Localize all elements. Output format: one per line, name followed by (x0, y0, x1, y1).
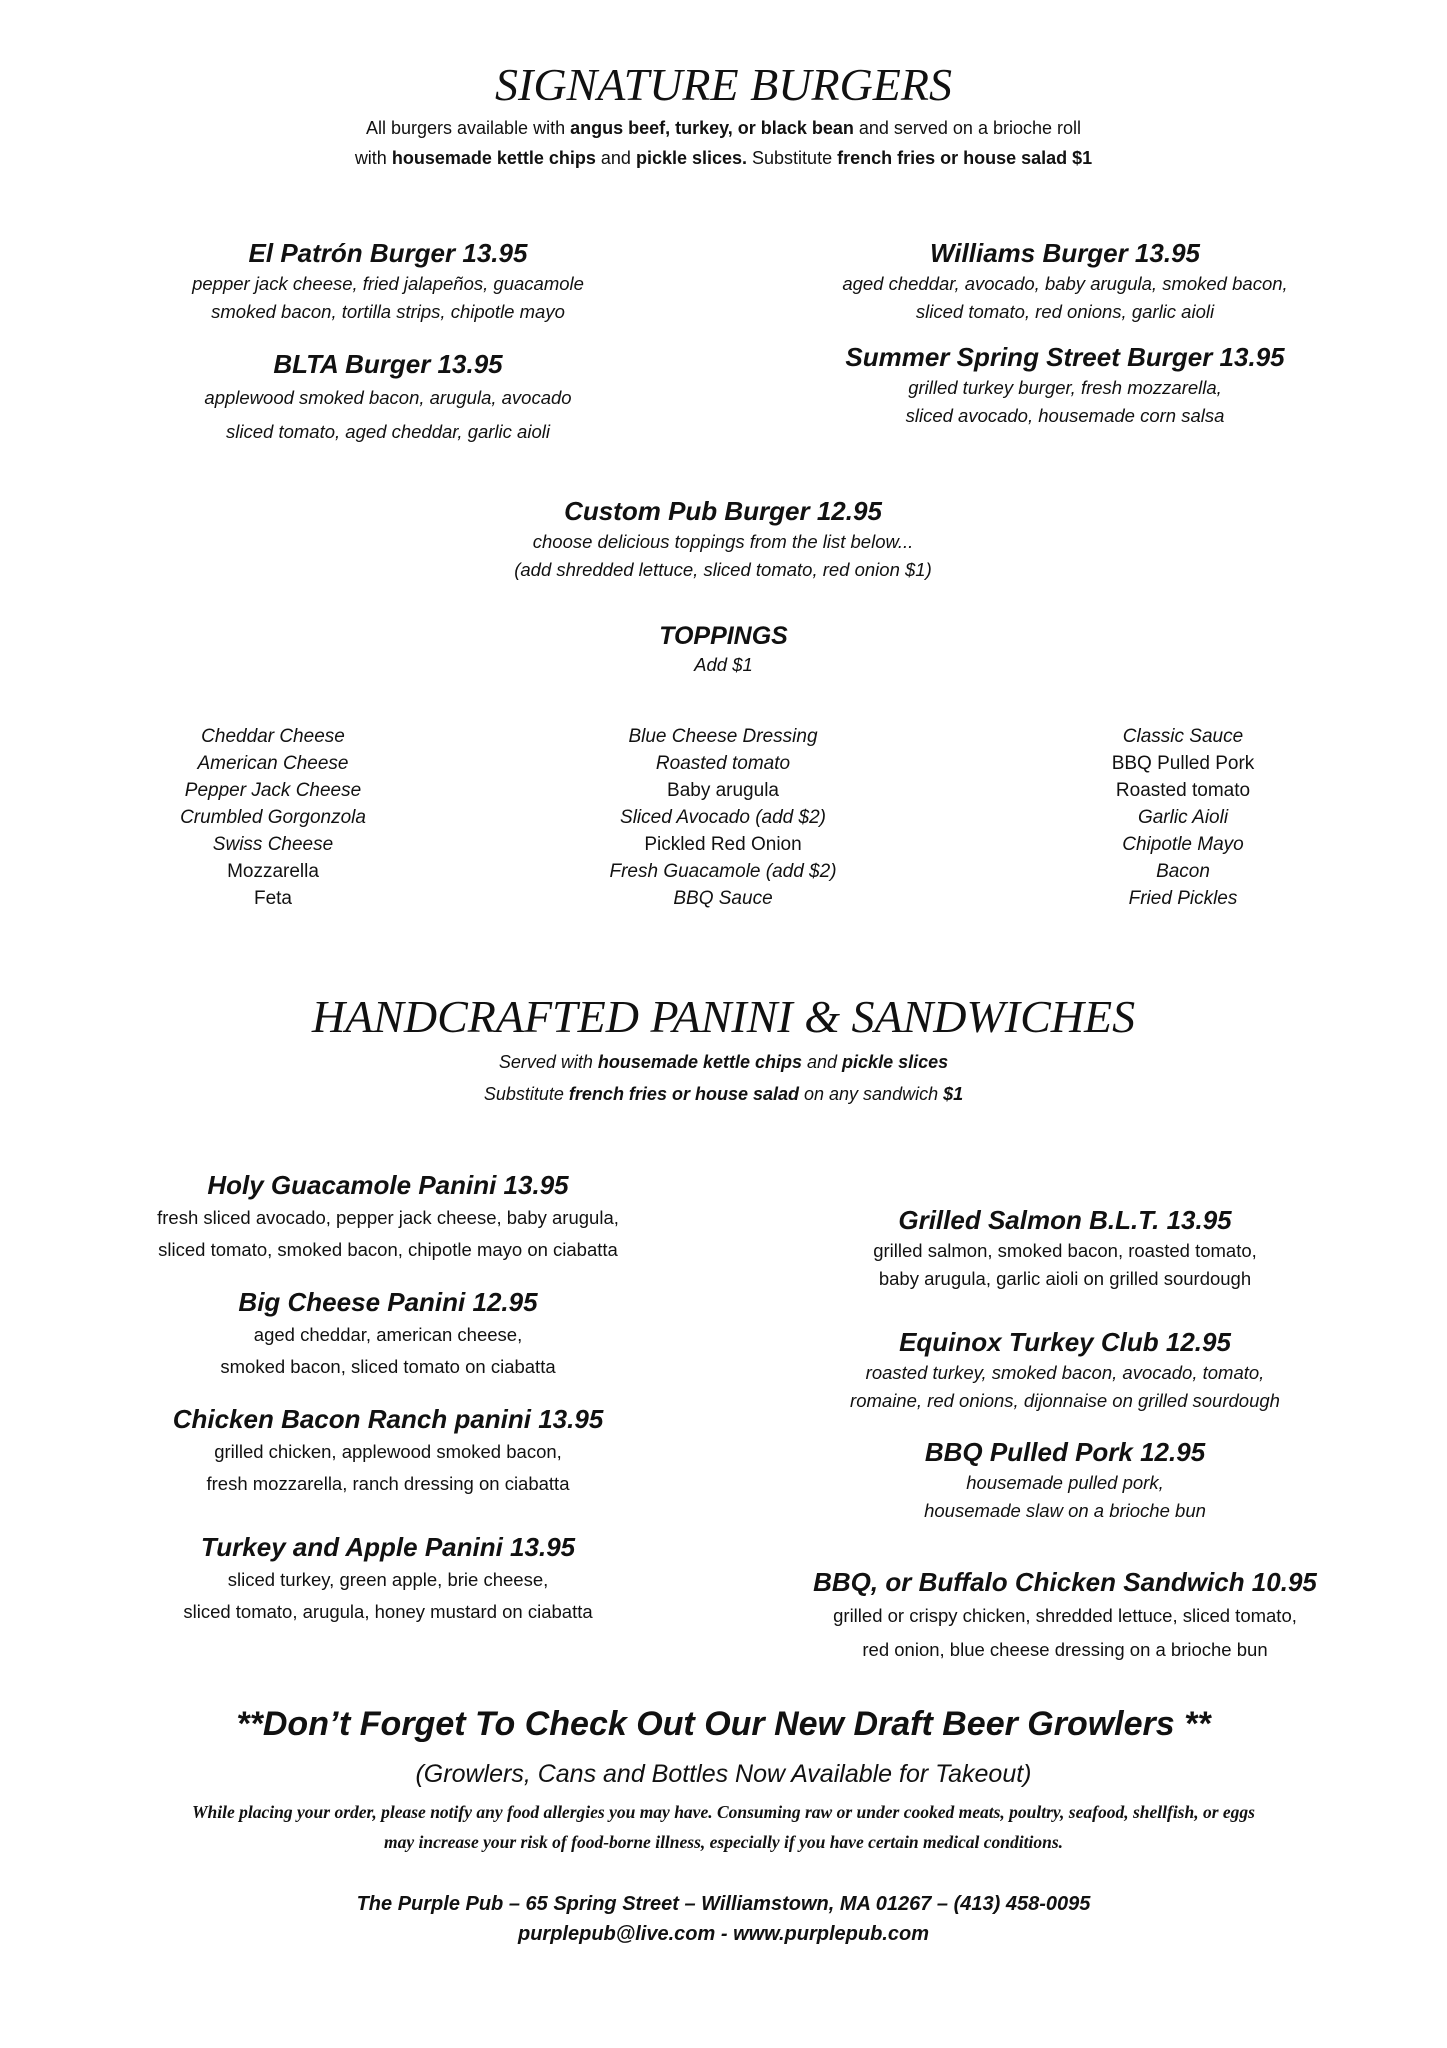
item-desc-line: fresh mozzarella, ranch dressing on ciabatta (206, 1473, 570, 1494)
item-name: Custom Pub Burger 12.95 (564, 496, 882, 526)
text: and served on a brioche roll (853, 118, 1081, 138)
text: Served with (498, 1052, 598, 1072)
toppings-subtitle: Add $1 (694, 654, 753, 675)
panini-intro-line-1 (0, 1046, 1447, 1078)
item-desc-line: smoked bacon, tortilla strips, chipotle mayo (211, 301, 565, 322)
bold-text: $1 (943, 1084, 964, 1104)
topping-item: Bacon (1156, 861, 1210, 882)
item-name: Williams Burger 13.95 (930, 238, 1200, 268)
text: and (802, 1052, 843, 1072)
item-desc-line: sliced turkey, green apple, brie cheese, (227, 1569, 549, 1590)
topping-item: Classic Sauce (1122, 726, 1244, 747)
topping-item: BBQ Sauce (673, 888, 773, 909)
item-desc-line: aged cheddar, avocado, baby arugula, smoked bacon, (842, 273, 1288, 294)
item-desc-line: choose delicious toppings from the list below... (532, 531, 914, 552)
topping-item: Baby arugula (667, 780, 779, 801)
item-name: BBQ Pulled Pork 12.95 (924, 1437, 1206, 1467)
item-desc-line: fresh sliced avocado, pepper jack cheese, baby arugula, (157, 1207, 619, 1228)
topping-item: Swiss Cheese (212, 834, 334, 855)
item-desc-line: (add shredded lettuce, sliced tomato, red onion $1) (514, 559, 932, 580)
item-name: El Patrón Burger 13.95 (248, 238, 528, 268)
text: Substitute (483, 1084, 569, 1104)
topping-item: Pickled Red Onion (644, 834, 802, 855)
bold-text: pickle slices. (635, 148, 748, 168)
menu-item-chicken-bacon-ranch-panini (88, 1402, 688, 1500)
toppings-column-1 (123, 723, 423, 912)
item-desc-line: pepper jack cheese, fried jalapeños, guacamole (192, 273, 584, 294)
contact-address: The Purple Pub – 65 Spring Street – Williamstown, MA 01267 – (413) 458-0095 (356, 1893, 1091, 1915)
menu-item-turkey-and-apple-panini (88, 1530, 688, 1628)
item-desc-line: grilled chicken, applewood smoked bacon, (214, 1441, 562, 1462)
topping-item: Fried Pickles (1128, 888, 1238, 909)
allergy-notice-line-2: may increase your risk of food-borne illness, especially if you have certain medical conditions. (383, 1832, 1064, 1852)
topping-item: Roasted tomato (655, 753, 791, 774)
item-name: BLTA Burger 13.95 (273, 349, 503, 379)
menu-item-grilled-salmon-blt (765, 1203, 1365, 1293)
menu-item-equinox-turkey-club (765, 1325, 1365, 1415)
item-desc-line: romaine, red onions, dijonnaise on grilled sourdough (850, 1390, 1280, 1411)
bold-text: housemade kettle chips (597, 1052, 802, 1072)
item-name: Holy Guacamole Panini 13.95 (207, 1170, 569, 1200)
topping-item: Blue Cheese Dressing (628, 726, 818, 747)
item-desc-line: sliced tomato, aged cheddar, garlic aioli (226, 421, 550, 442)
topping-item: Fresh Guacamole (add $2) (609, 861, 837, 882)
text: and (595, 148, 636, 168)
topping-item: BBQ Pulled Pork (1111, 753, 1255, 774)
bold-text: housemade kettle chips (391, 148, 596, 168)
bold-text: pickle slices (842, 1052, 949, 1072)
item-desc-line: sliced tomato, smoked bacon, chipotle mayo on ciabatta (158, 1239, 618, 1260)
toppings-title: TOPPINGS (659, 622, 788, 650)
item-name: Big Cheese Panini 12.95 (238, 1287, 538, 1317)
toppings-column-2 (573, 723, 873, 912)
menu-item-williams-burger (765, 236, 1365, 326)
item-name: BBQ, or Buffalo Chicken Sandwich 10.95 (813, 1567, 1317, 1597)
panini-title: HANDCRAFTED PANINI & SANDWICHES (311, 991, 1136, 1042)
menu-item-bbq-pulled-pork (765, 1435, 1365, 1525)
growler-headline: **Don’t Forget To Check Out Our New Draft Beer Growlers ** (236, 1705, 1211, 1743)
item-desc-line: grilled or crispy chicken, shredded lettuce, sliced tomato, (833, 1605, 1297, 1626)
menu-item-bbq-buffalo-chicken-sandwich (765, 1565, 1365, 1667)
menu-item-big-cheese-panini (88, 1285, 688, 1383)
bold-text: french fries or house salad (568, 1084, 799, 1104)
topping-item: American Cheese (197, 753, 349, 774)
burgers-title: SIGNATURE BURGERS (495, 59, 952, 110)
item-name: Chicken Bacon Ranch panini 13.95 (172, 1404, 604, 1434)
burgers-intro-line-2 (0, 142, 1447, 174)
text: Substitute (747, 148, 838, 168)
item-desc-line: aged cheddar, american cheese, (253, 1324, 523, 1345)
item-desc-line: baby arugula, garlic aioli on grilled sourdough (878, 1268, 1252, 1289)
menu-item-el-patron-burger (88, 236, 688, 326)
allergy-notice-line-1: While placing your order, please notify any food allergies you may have. Consuming raw or under cooked meats, poultry, seafood, shellfish, or eggs (192, 1802, 1255, 1822)
menu-item-holy-guacamole-panini (88, 1168, 688, 1266)
text: on any sandwich (799, 1084, 944, 1104)
item-desc-line: housemade pulled pork, (966, 1472, 1164, 1493)
text: with (354, 148, 392, 168)
topping-item: Mozzarella (227, 861, 319, 882)
growler-subline: (Growlers, Cans and Bottles Now Available for Takeout) (415, 1760, 1032, 1788)
item-desc-line: housemade slaw on a brioche bun (924, 1500, 1206, 1521)
item-desc-line: grilled turkey burger, fresh mozzarella, (908, 377, 1222, 398)
topping-item: Feta (253, 888, 293, 909)
item-desc-line: red onion, blue cheese dressing on a brioche bun (862, 1639, 1268, 1660)
text: All burgers available with (365, 118, 571, 138)
topping-item: Roasted tomato (1115, 780, 1251, 801)
item-name: Equinox Turkey Club 12.95 (899, 1327, 1231, 1357)
item-desc-line: sliced avocado, housemade corn salsa (905, 405, 1225, 426)
item-desc-line: sliced tomato, arugula, honey mustard on ciabatta (183, 1601, 593, 1622)
topping-item: Cheddar Cheese (201, 726, 345, 747)
topping-item: Pepper Jack Cheese (184, 780, 362, 801)
bold-text: french fries or house salad $1 (837, 148, 1093, 168)
contact-web: purplepub@live.com - www.purplepub.com (517, 1923, 929, 1945)
topping-item: Chipotle Mayo (1122, 834, 1244, 855)
menu-item-custom-pub-burger (423, 494, 1023, 584)
item-desc-line: smoked bacon, sliced tomato on ciabatta (220, 1356, 556, 1377)
item-desc-line: applewood smoked bacon, arugula, avocado (204, 387, 572, 408)
menu-item-blta-burger (88, 347, 688, 449)
item-name: Grilled Salmon B.L.T. 13.95 (898, 1205, 1232, 1235)
item-desc-line: grilled salmon, smoked bacon, roasted tomato, (873, 1240, 1257, 1261)
burgers-intro-line-1 (0, 112, 1447, 144)
item-name: Turkey and Apple Panini 13.95 (200, 1532, 576, 1562)
menu-item-summer-spring-street-burger (765, 340, 1365, 430)
topping-item: Garlic Aioli (1137, 807, 1229, 828)
panini-intro-line-2 (0, 1078, 1447, 1110)
toppings-column-3 (1033, 723, 1333, 912)
bold-text: angus beef, turkey, or black bean (570, 118, 854, 138)
item-desc-line: sliced tomato, red onions, garlic aioli (915, 301, 1215, 322)
item-name: Summer Spring Street Burger 13.95 (845, 342, 1285, 372)
topping-item: Crumbled Gorgonzola (180, 807, 366, 828)
topping-item: Sliced Avocado (add $2) (620, 807, 826, 828)
item-desc-line: roasted turkey, smoked bacon, avocado, tomato, (865, 1362, 1265, 1383)
